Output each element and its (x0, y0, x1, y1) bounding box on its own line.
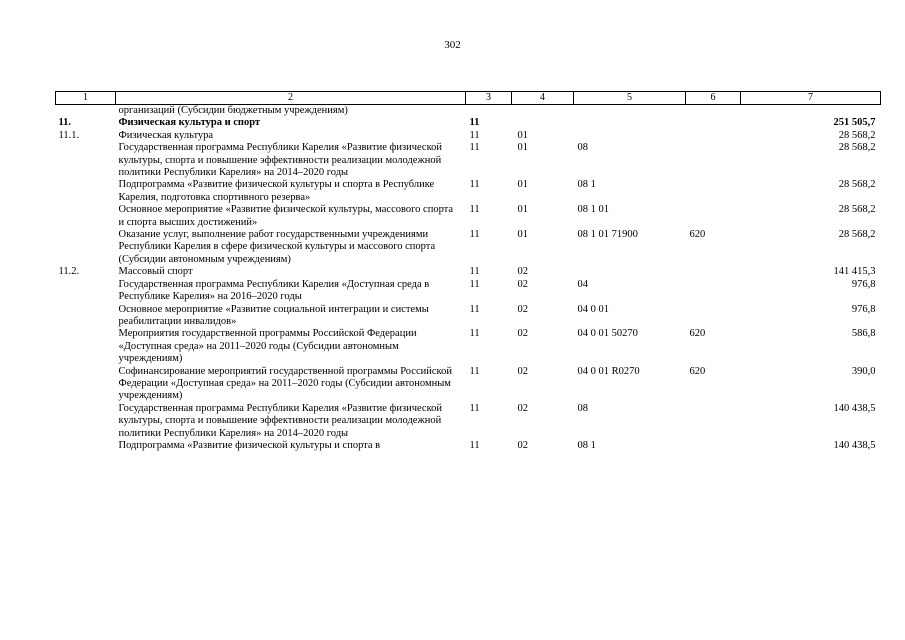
row-subsection: 02 (517, 266, 528, 278)
row-expense-type (686, 279, 741, 304)
header-cell-4: 4 (512, 92, 574, 105)
row-amount: 28 568,2 (838, 179, 876, 191)
row-number (56, 440, 116, 452)
row-target-article: 08 (577, 402, 588, 414)
row-number (56, 179, 116, 204)
row-amount (741, 105, 881, 118)
row-amount: 28 568,2 (838, 204, 876, 216)
row-expense-type: 620 (689, 229, 706, 241)
row-expense-type: 620 (689, 365, 706, 377)
row-subsection: 01 (517, 229, 528, 241)
row-number (56, 304, 116, 329)
table-row (56, 266, 881, 278)
table-row (56, 366, 881, 403)
row-target-article: 04 (577, 278, 588, 290)
row-section: 11 (469, 266, 480, 278)
header-cell-6: 6 (686, 92, 741, 105)
header-cell-5: 5 (574, 92, 686, 105)
row-name: Физическая культура и спорт (118, 117, 261, 129)
row-section: 11 (469, 204, 480, 216)
row-expense-type (686, 440, 741, 452)
row-amount: 976,8 (851, 303, 876, 315)
row-expense-type (686, 142, 741, 179)
row-name: Основное мероприятие «Развитие физической культуры, массового спорта и спорта высших достижений» (118, 204, 454, 228)
row-number (56, 279, 116, 304)
row-subsection: 01 (517, 204, 528, 216)
row-section: 11 (469, 402, 480, 414)
row-section: 11 (469, 229, 480, 241)
row-amount: 140 438,5 (833, 402, 876, 414)
row-section (466, 105, 512, 118)
table-row (56, 440, 881, 452)
row-amount: 141 415,3 (833, 266, 876, 278)
header-cell-2: 2 (116, 92, 466, 105)
row-amount: 28 568,2 (838, 142, 876, 154)
row-section: 11 (469, 328, 480, 340)
row-target-article: 08 1 (577, 179, 596, 191)
row-subsection: 02 (517, 439, 528, 451)
table-row (56, 130, 881, 142)
row-section: 11 (469, 365, 480, 377)
row-number: 11.1. (58, 129, 80, 141)
row-subsection: 01 (517, 142, 528, 154)
row-number: 11.2. (58, 266, 80, 278)
row-amount: 28 568,2 (838, 129, 876, 141)
row-subsection (512, 105, 574, 118)
row-target-article: 08 1 (577, 439, 596, 451)
row-name: Государственная программа Республики Карелия «Доступная среда в Республике Карелия» на 2016–2020 годы (118, 278, 430, 303)
row-expense-type (686, 117, 741, 129)
header-cell-3: 3 (466, 92, 512, 105)
row-target-article: 08 (577, 142, 588, 154)
table-row (56, 117, 881, 129)
row-section: 11 (469, 278, 480, 290)
row-target-article: 08 1 01 71900 (577, 229, 638, 241)
row-expense-type: 620 (689, 328, 706, 340)
row-amount: 390,0 (851, 365, 876, 377)
row-name: Массовый спорт (118, 266, 193, 278)
header-cell-1: 1 (56, 92, 116, 105)
table-row (56, 279, 881, 304)
row-amount: 586,8 (851, 328, 876, 340)
row-section: 11 (469, 129, 480, 141)
row-number (56, 229, 116, 266)
row-name: Основное мероприятие «Развитие социальной интеграции и системы реабилитации инвалидов» (118, 303, 429, 327)
row-subsection: 02 (517, 365, 528, 377)
row-name: Оказание услуг, выполнение работ государственными учреждениями Республики Карелия в сфере физической культуры и массового спорта (Субсидии автономным учреждениям) (118, 229, 436, 265)
row-number (56, 328, 116, 365)
row-subsection: 02 (517, 402, 528, 414)
row-expense-type (686, 403, 741, 440)
row-target-article: 08 1 01 (577, 204, 609, 216)
row-target-article: 04 0 01 (577, 303, 609, 315)
table-header-row (56, 92, 881, 105)
budget-table (55, 91, 881, 452)
row-section: 11 (469, 303, 480, 315)
row-target-article (574, 105, 686, 118)
row-expense-type (686, 266, 741, 278)
row-section: 11 (469, 179, 480, 191)
table-row (56, 403, 881, 440)
row-expense-type (686, 105, 741, 118)
row-number (56, 403, 116, 440)
row-section: 11 (469, 142, 480, 154)
row-number (56, 204, 116, 229)
row-name: Софинансирование мероприятий государственной программы Российской Федерации «Доступная среда» на 2011–2020 годы (Субсидии автономным учреждениям) (118, 365, 452, 402)
table-row (56, 229, 881, 266)
row-section: 11 (469, 439, 480, 451)
row-amount: 140 438,5 (833, 439, 876, 451)
table-row (56, 179, 881, 204)
row-subsection: 01 (517, 129, 528, 141)
row-subsection: 01 (517, 179, 528, 191)
header-cell-7: 7 (741, 92, 881, 105)
table-row (56, 142, 881, 179)
row-expense-type (686, 179, 741, 204)
row-expense-type (686, 204, 741, 229)
row-number: 11. (58, 117, 72, 129)
row-amount: 251 505,7 (833, 117, 876, 129)
row-name: Государственная программа Республики Карелия «Развитие физической культуры, спорта и повышение эффективности реализации молодежной политики Республики Карелия» на 2014–2020 годы (118, 402, 443, 439)
row-target-article (574, 266, 686, 278)
row-name: Государственная программа Республики Карелия «Развитие физической культуры, спорта и повышение эффективности реализации молодежной политики Республики Карелия» на 2014–2020 годы (118, 142, 443, 179)
row-number (56, 366, 116, 403)
row-name: Подпрограмма «Развитие физической культуры и спорта в (118, 439, 381, 451)
row-amount: 28 568,2 (838, 229, 876, 241)
row-expense-type (686, 304, 741, 329)
row-target-article: 04 0 01 50270 (577, 328, 638, 340)
row-subsection (512, 117, 574, 129)
table-row (56, 105, 881, 118)
page-number: 302 (444, 39, 461, 51)
row-section: 11 (469, 117, 480, 129)
row-name: Физическая культура (118, 129, 214, 141)
row-target-article (574, 117, 686, 129)
row-name: организаций (Субсидии бюджетным учреждениям) (118, 105, 348, 116)
table-row (56, 204, 881, 229)
row-number (56, 142, 116, 179)
table-row (56, 328, 881, 365)
row-name: Подпрограмма «Развитие физической культуры и спорта в Республике Карелия, подготовка спортивного резерва» (118, 179, 435, 203)
row-subsection: 02 (517, 278, 528, 290)
row-expense-type (686, 130, 741, 142)
row-target-article (574, 130, 686, 142)
row-target-article: 04 0 01 R0270 (577, 365, 640, 377)
row-number (56, 105, 116, 118)
table-row (56, 304, 881, 329)
row-amount: 976,8 (851, 278, 876, 290)
row-subsection: 02 (517, 303, 528, 315)
row-name: Мероприятия государственной программы Российской Федерации «Доступная среда» на 2011–2020 годы (Субсидии автономным учреждениям) (118, 328, 417, 365)
row-subsection: 02 (517, 328, 528, 340)
